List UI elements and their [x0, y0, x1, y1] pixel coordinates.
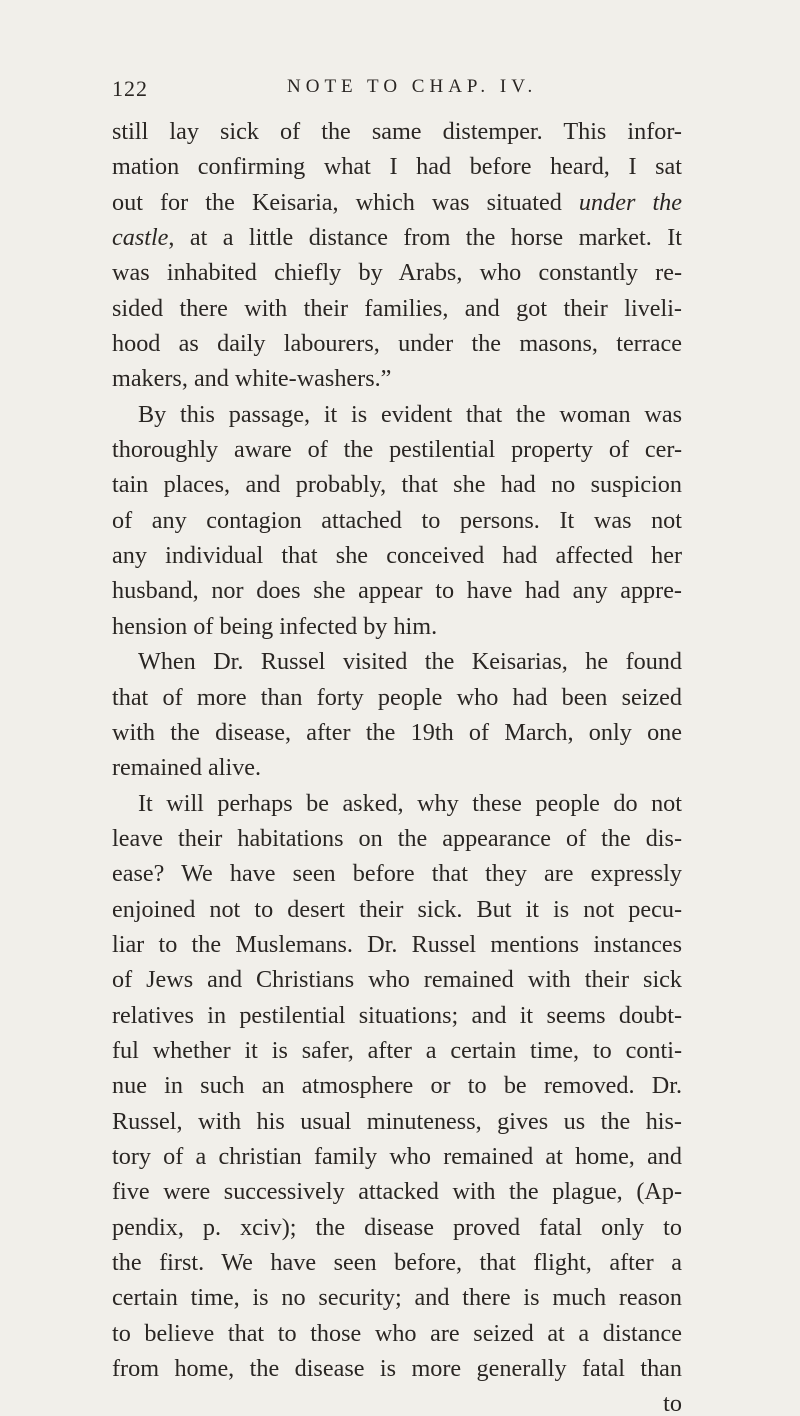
text-line: tain places, and probably, that she had no suspicion [112, 471, 682, 499]
paragraph-start: By this passage, it is evident that the woman was [138, 400, 682, 428]
text-line: remained alive. [112, 754, 262, 782]
text-line: hension of being infected by him. [112, 612, 438, 640]
text-line: relatives in pestilential situations; and it seems doubt- [112, 1001, 682, 1029]
text-line: hood as daily labourers, under the masons, terrace [112, 330, 682, 358]
text-line: thoroughly aware of the pestilential property of cer- [112, 436, 682, 464]
catchword: to [663, 1390, 682, 1416]
text-line: still lay sick of the same distemper. This infor- [112, 118, 682, 145]
text-line: of Jews and Christians who remained with their sick [112, 966, 682, 994]
text-line: from home, the disease is more generally fatal than [112, 1355, 682, 1383]
page-number: 122 [112, 76, 148, 101]
text-line: ease? We have seen before that they are expressly [112, 860, 682, 888]
text-line: enjoined not to desert their sick. But it is not pecu- [112, 895, 682, 923]
text-line: mation confirming what I had before heard, I sat [112, 153, 682, 181]
text-line: five were successively attacked with the plague, (Ap- [112, 1178, 682, 1206]
text-line: husband, nor does she appear to have had any appre- [112, 577, 682, 605]
body-text [112, 114, 682, 1416]
text-line: ful whether it is safer, after a certain time, to conti- [112, 1036, 682, 1064]
text-line: the first. We have seen before, that flight, after a [112, 1249, 682, 1276]
text-line: of any contagion attached to persons. It was not [112, 506, 682, 534]
text-line: sided there with their families, and got their liveli- [112, 294, 682, 322]
paragraph-start: It will perhaps be asked, why these people do not [138, 789, 682, 817]
text-line: makers, and white-washers.” [112, 365, 392, 393]
text-line: with the disease, after the 19th of March, only one [112, 718, 682, 746]
text-line: tory of a christian family who remained at home, and [112, 1142, 682, 1170]
text-line: was inhabited chiefly by Arabs, who constantly re- [112, 259, 682, 287]
text-line: Russel, with his usual minuteness, gives us the his- [112, 1107, 682, 1135]
text-line: any individual that she conceived had affected her [112, 542, 682, 570]
text-line: nue in such an atmosphere or to be removed. Dr. [112, 1072, 682, 1100]
text-line: to believe that to those who are seized at a distance [112, 1319, 682, 1347]
text-line: castle, at a little distance from the horse market. It [112, 224, 682, 252]
text-line: pendix, p. xciv); the disease proved fatal only to [112, 1213, 682, 1241]
chapter-title: NOTE TO CHAP. IV. [287, 76, 538, 97]
running-head [112, 76, 712, 106]
paragraph-start: When Dr. Russel visited the Keisarias, he found [138, 648, 682, 676]
text-line: certain time, is no security; and there is much reason [112, 1284, 682, 1312]
text-line: liar to the Muslemans. Dr. Russel mentions instances [112, 930, 682, 958]
text-line: out for the Keisaria, which was situated under the [112, 188, 682, 216]
text-line: that of more than forty people who had been seized [112, 683, 682, 711]
italic-phrase: under the [578, 188, 682, 216]
italic-phrase: castle [112, 224, 169, 252]
text-line: leave their habitations on the appearance of the dis- [112, 824, 682, 852]
